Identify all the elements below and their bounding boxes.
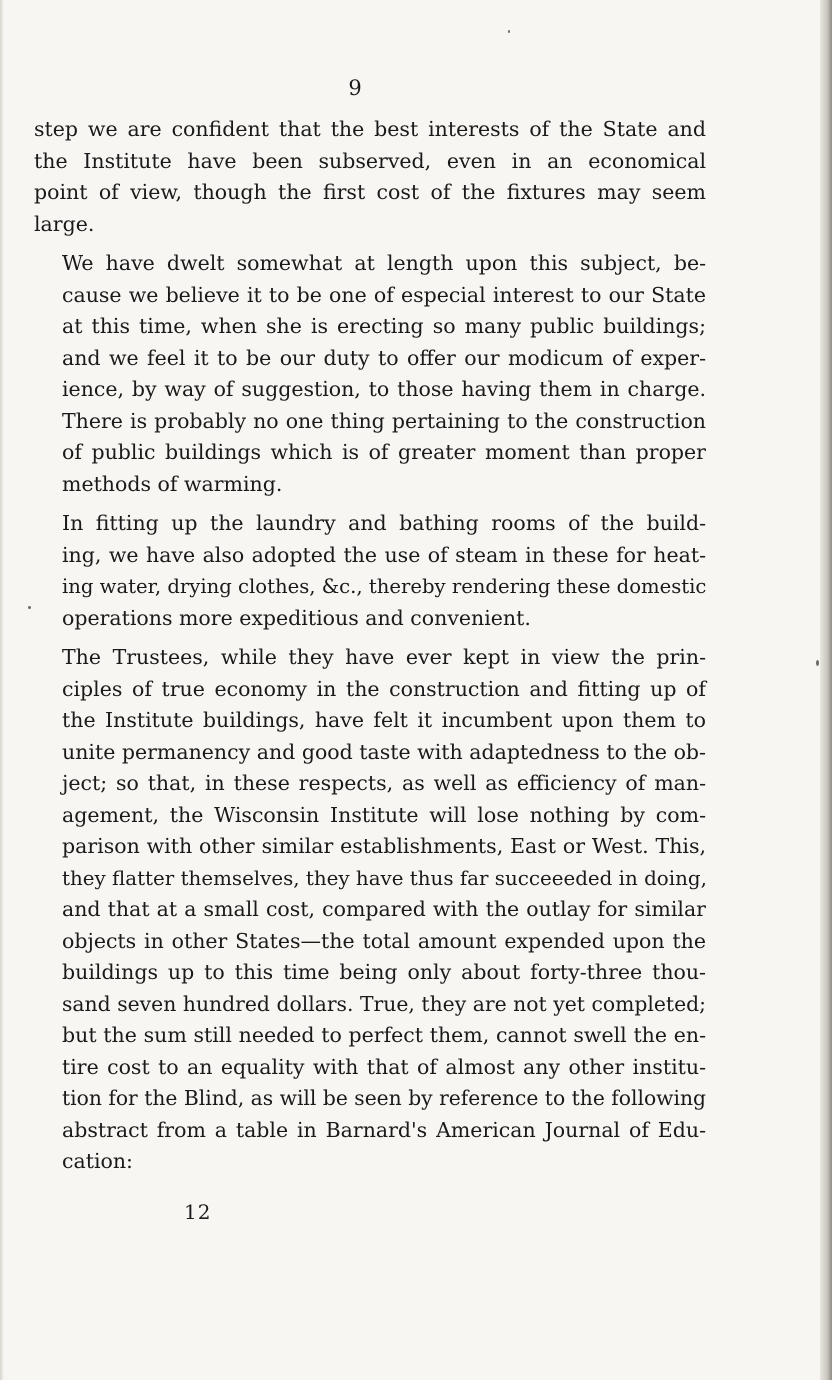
text-line: they flatter themselves, they have thus far succeeeded in doing, <box>62 866 707 890</box>
ink-speck <box>508 30 510 33</box>
paragraph <box>34 642 706 1178</box>
text-line: of public buildings which is of greater moment than proper <box>62 440 706 464</box>
text-line: There is probably no one thing pertaining to the construction <box>62 408 706 433</box>
text-line: ject; so that, in these respects, as well as efficiency of man- <box>62 771 706 795</box>
text-line: ing water, drying clothes, &c., thereby rendering these domestic <box>62 575 707 598</box>
page-left-edge <box>0 0 4 1380</box>
text-line: buildings up to this time being only about forty-three thou- <box>62 960 706 984</box>
text-line: step we are confident that the best interests of the State and <box>34 117 706 141</box>
text-line: tion for the Blind, as will be seen by reference to the following <box>62 1086 706 1110</box>
paragraph <box>34 248 706 500</box>
text-line: tire cost to an equality with that of almost any other institu- <box>62 1054 706 1079</box>
text-line: ience, by way of suggestion, to those having them in charge. <box>62 377 706 401</box>
text-line: unite permanency and good taste with adaptedness to the ob- <box>62 739 706 764</box>
text-line: We have dwelt somewhat at length upon this subject, be- <box>62 251 706 275</box>
text-line: cause we believe it to be one of especial interest to our State <box>62 282 706 307</box>
text-line: In fitting up the laundry and bathing rooms of the build- <box>62 511 706 535</box>
signature-mark: 12 <box>184 1200 212 1224</box>
text-line: ing, we have also adopted the use of steam in these for heat- <box>62 542 706 567</box>
text-line: agement, the Wisconsin Institute will lose nothing by com- <box>62 802 706 827</box>
text-line: and we feel it to be our duty to offer our modicum of exper- <box>62 345 706 370</box>
text-line: sand seven hundred dollars. True, they are not yet completed; <box>62 991 706 1016</box>
text-line: operations more expeditious and convenient. <box>62 605 531 630</box>
text-line: at this time, when she is erecting so many public buildings; <box>62 314 706 338</box>
text-line: large. <box>34 211 95 236</box>
body-text <box>34 114 706 1186</box>
text-line: abstract from a table in Barnard's American Journal of Edu- <box>62 1117 706 1142</box>
text-line: The Trustees, while they have ever kept in view the prin- <box>62 645 706 669</box>
ink-speck <box>28 606 31 609</box>
text-line: but the sum still needed to perfect them, cannot swell the en- <box>62 1023 706 1047</box>
text-line: and that at a small cost, compared with the outlay for similar <box>62 897 706 921</box>
text-line: objects in other States—the total amount expended upon the <box>62 928 706 953</box>
text-line: the Institute buildings, have felt it incumbent upon them to <box>62 708 706 732</box>
text-line: cation: <box>62 1149 133 1173</box>
paragraph <box>34 114 706 240</box>
paragraph <box>34 508 706 634</box>
page-right-edge-shadow <box>820 0 832 1380</box>
text-line: the Institute have been subserved, even in an economical <box>34 148 706 173</box>
text-line: ciples of true economy in the construction and fitting up of <box>62 676 706 701</box>
text-line: point of view, though the first cost of the fixtures may seem <box>34 180 706 204</box>
text-line: parison with other similar establishments, East or West. This, <box>62 834 706 858</box>
ink-speck <box>816 660 819 666</box>
text-line: methods of warming. <box>62 471 283 496</box>
page-number: 9 <box>348 76 362 100</box>
